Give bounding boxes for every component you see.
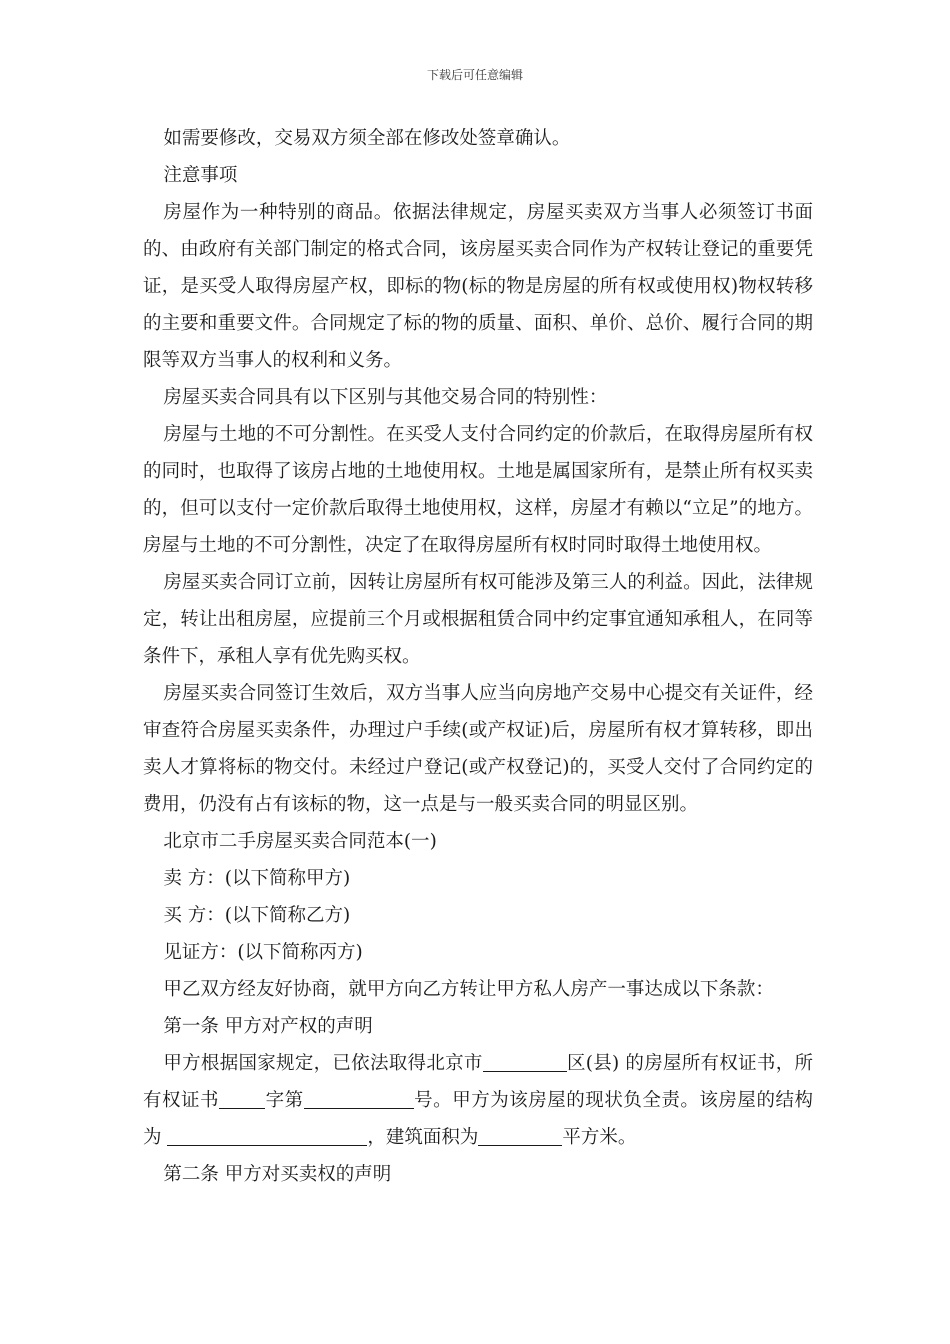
witness-line: 见证方：(以下简称丙方) bbox=[163, 942, 363, 963]
article-one-text-3: 字第 bbox=[265, 1090, 304, 1111]
paragraph-contract-specialties: 房屋买卖合同具有以下区别与其他交易合同的特别性： bbox=[163, 387, 608, 408]
certificate-prefix-blank bbox=[219, 1090, 265, 1110]
article-one-text-4: 号。甲方为该房屋的现状负全责。该房屋的结构为 bbox=[143, 1090, 813, 1148]
heading-notes: 注意事项 bbox=[163, 165, 238, 186]
contract-title: 北京市二手房屋买卖合同范本(一) bbox=[163, 831, 437, 852]
article-one-text-2: 区(县) 的房屋所有权证书，所有权证书 bbox=[143, 1053, 813, 1111]
structure-blank bbox=[167, 1127, 367, 1147]
seller-line: 卖 方：(以下简称甲方) bbox=[163, 868, 351, 889]
article-one-text-1: 甲方根据国家规定，已依法取得北京市 bbox=[163, 1053, 483, 1074]
document-body bbox=[143, 120, 813, 1193]
paragraph-transfer-registration: 房屋买卖合同签订生效后，双方当事人应当向房地产交易中心提交有关证件，经审查符合房屋买卖条件，办理过户手续(或产权证)后，房屋所有权才算转移，即出卖人才算将标的物交付。未经过户登记(或产权登记)的，买受人交付了合同约定的费用，仍没有占有该标的物，这一点是与一般买卖合同的明显区别。 bbox=[143, 683, 813, 815]
agreement-intro: 甲乙双方经友好协商，就甲方向乙方转让甲方私人房产一事达成以下条款： bbox=[163, 979, 774, 1000]
paragraph-land-inseparability: 房屋与土地的不可分割性。在买受人支付合同约定的价款后，在取得房屋所有权的同时，也取得了该房占地的土地使用权。土地是属国家所有，是禁止所有权买卖的，但可以支付一定价款后取得土地使用权，这样，房屋才有赖以“立足”的地方。房屋与土地的不可分割性，决定了在取得房屋所有权时同时取得土地使用权。 bbox=[143, 424, 813, 556]
header-note: 下载后可任意编辑 bbox=[426, 68, 523, 82]
article-one-text-5: ，建筑面积为 bbox=[367, 1127, 479, 1148]
area-blank bbox=[478, 1127, 562, 1147]
paragraph-modification-note: 如需要修改，交易双方须全部在修改处签章确认。 bbox=[163, 128, 571, 149]
article-one-body bbox=[143, 1045, 813, 1156]
article-one-title: 第一条 甲方对产权的声明 bbox=[163, 1016, 373, 1037]
paragraph-third-party-interest: 房屋买卖合同订立前，因转让房屋所有权可能涉及第三人的利益。因此，法律规定，转让出租房屋，应提前三个月或根据租赁合同中约定事宜通知承租人，在同等条件下，承租人享有优先购买权。 bbox=[143, 572, 813, 667]
article-one-text-6: 平方米。 bbox=[562, 1127, 637, 1148]
district-blank bbox=[483, 1053, 567, 1073]
certificate-number-blank bbox=[304, 1090, 414, 1110]
article-two-title: 第二条 甲方对买卖权的声明 bbox=[163, 1164, 392, 1185]
buyer-line: 买 方：(以下简称乙方) bbox=[163, 905, 351, 926]
paragraph-house-special-goods: 房屋作为一种特别的商品。依据法律规定，房屋买卖双方当事人必须签订书面的、由政府有关部门制定的格式合同，该房屋买卖合同作为产权转让登记的重要凭证，是买受人取得房屋产权，即标的物(标的物是房屋的所有权或使用权)物权转移的主要和重要文件。合同规定了标的物的质量、面积、单价、总价、履行合同的期限等双方当事人的权利和义务。 bbox=[143, 202, 813, 371]
